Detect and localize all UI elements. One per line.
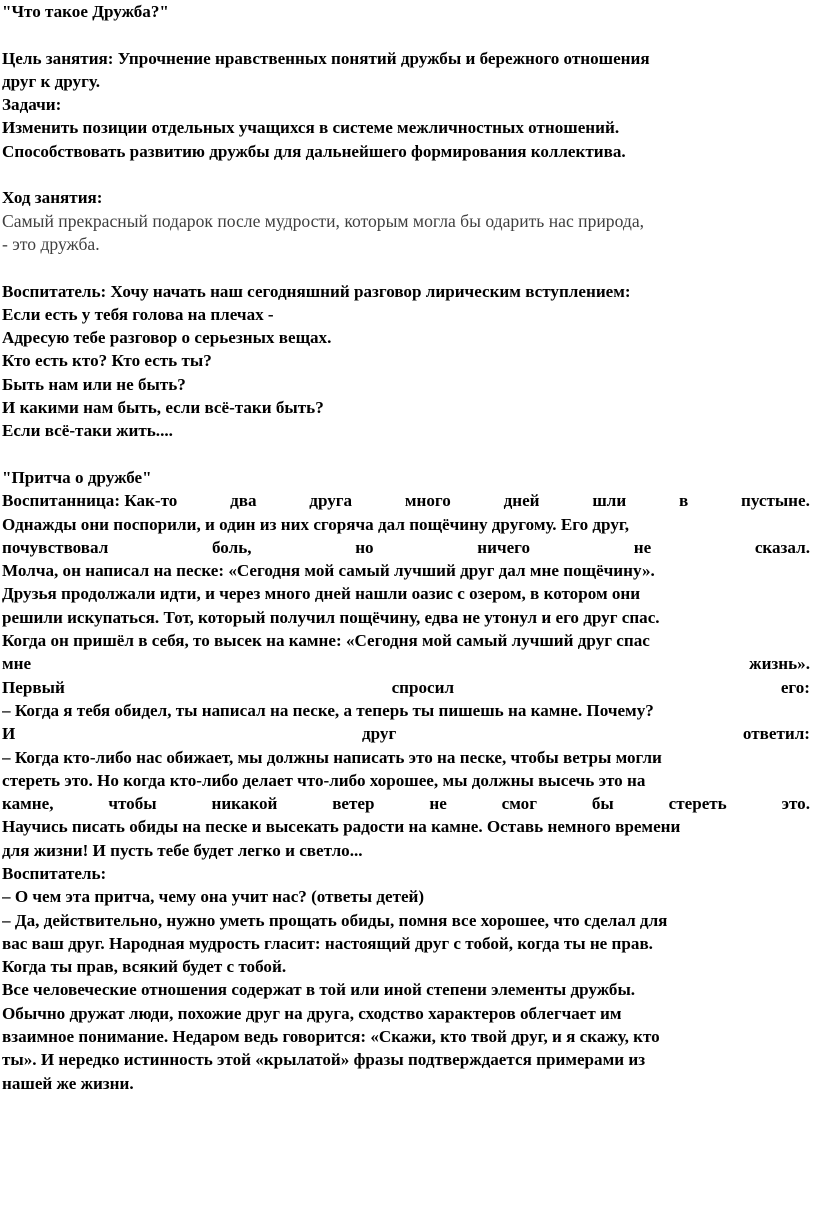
- poem-line: Быть нам или не быть?: [2, 374, 186, 394]
- parable-word: дней: [503, 491, 540, 511]
- parable-word: но: [355, 537, 374, 557]
- parable-word: много: [404, 491, 451, 511]
- parable-word: мне: [2, 654, 32, 674]
- goal-line: [2, 47, 810, 70]
- parable-word: в: [678, 491, 689, 511]
- parable-line: стереть это. Но когда кто-либо делает что-либо хорошее, мы должны высечь это на: [2, 770, 646, 790]
- spacer: [2, 163, 810, 186]
- parable-word: Первый: [2, 677, 65, 697]
- goal-text: Упрочнение нравственных понятий дружбы и бережного отношения: [113, 48, 650, 68]
- parable-word: почувствовал: [2, 537, 109, 557]
- parable-word: шли: [592, 491, 627, 511]
- parable-line: – Когда я тебя обидел, ты написал на песке, а теперь ты пишешь на камне. Почему?: [2, 700, 654, 720]
- parable-word: боль,: [211, 537, 252, 557]
- parable-line: Когда он пришёл в себя, то высек на камне: «Сегодня мой самый лучший друг спас: [2, 631, 650, 651]
- parable-word: бы: [591, 794, 614, 814]
- discussion-line: нашей же жизни.: [2, 1073, 134, 1093]
- parable-line: – Когда кто-либо нас обижает, мы должны написать это на песке, чтобы ветры могли: [2, 747, 662, 767]
- goal-label: Цель занятия:: [2, 48, 114, 68]
- parable-word: пустыне.: [740, 491, 810, 511]
- parable-word: ответил:: [742, 724, 810, 744]
- parable-line: Молча, он написал на песке: «Сегодня мой самый лучший друг дал мне пощёчину».: [2, 561, 655, 581]
- parable-line: [2, 722, 810, 745]
- parable-word: жизнь».: [749, 654, 810, 674]
- parable-word: спросил: [391, 677, 455, 697]
- parable-word: стереть: [668, 794, 727, 814]
- course-intro: Самый прекрасный подарок после мудрости, которым могла бы одарить нас природа,: [2, 210, 645, 231]
- parable-line: Однажды они поспорили, и один из них сгоряча дал пощёчину другому. Его друг,: [2, 514, 629, 534]
- parable-word: друга: [309, 491, 353, 511]
- speaker-label: Воспитатель:: [2, 281, 107, 301]
- parable-word: чтобы: [108, 794, 157, 814]
- discussion-line: – Да, действительно, нужно уметь прощать обиды, помня все хорошее, что сделал для: [2, 910, 668, 930]
- parable-word: смог: [501, 794, 537, 814]
- discussion-line: Обычно дружат люди, похожие друг на друга, сходство характеров облегчает им: [2, 1003, 622, 1023]
- parable-word: камне,: [2, 794, 54, 814]
- parable-word: сказал.: [754, 537, 810, 557]
- poem-line: Кто есть кто? Кто есть ты?: [2, 351, 212, 371]
- parable-word: его:: [780, 677, 810, 697]
- parable-line: [2, 652, 810, 675]
- tasks-label: Задачи:: [2, 95, 62, 115]
- parable-word: не: [429, 794, 447, 814]
- goal-text-continued: друг к другу.: [2, 71, 100, 91]
- parable-line: решили искупаться. Тот, который получил пощёчину, едва не утонул и его друг спас.: [2, 607, 660, 627]
- parable-line: [2, 536, 810, 559]
- parable-word: не: [633, 537, 652, 557]
- parable-word: ветер: [332, 794, 375, 814]
- parable-word: два: [230, 491, 257, 511]
- spacer: [2, 443, 810, 466]
- parable-word: никакой: [211, 794, 278, 814]
- poem-line: Адресую тебе разговор о серьезных вещах.: [2, 328, 332, 348]
- spacer: [2, 23, 810, 46]
- parable-word: это.: [781, 794, 810, 814]
- parable-line: Научись писать обиды на песке и высекать радости на камне. Оставь немного времени: [2, 817, 681, 837]
- discussion-line: – О чем эта притча, чему она учит нас? (ответы детей): [2, 887, 425, 907]
- parable-title: "Притча о дружбе": [2, 467, 152, 487]
- parable-word: [2, 489, 177, 512]
- discussion-line: Когда ты прав, всякий будет с тобой.: [2, 957, 287, 977]
- spacer: [2, 256, 810, 279]
- discussion-line: взаимное понимание. Недаром ведь говорится: «Скажи, кто твой друг, и я скажу, кто: [2, 1027, 660, 1047]
- task-item: Изменить позиции отдельных учащихся в системе межличностных отношений.: [2, 118, 620, 138]
- teacher-intro-text: Хочу начать наш сегодняшний разговор лирическим вступлением:: [106, 281, 631, 301]
- discussion-line: вас ваш друг. Народная мудрость гласит: настоящий друг с тобой, когда ты не прав.: [2, 933, 653, 953]
- document-title: "Что такое Дружба?": [2, 2, 169, 21]
- parable-line-1: [2, 489, 810, 512]
- parable-line: для жизни! И пусть тебе будет легко и светло...: [2, 840, 363, 860]
- parable-word: ничего: [477, 537, 531, 557]
- poem-line: И какими нам быть, если всё-таки быть?: [2, 398, 324, 418]
- poem-line: Если всё-таки жить....: [2, 421, 173, 441]
- course-intro-continued: - это дружба.: [2, 233, 100, 254]
- course-label: Ход занятия:: [2, 188, 103, 208]
- parable-line: [2, 792, 810, 815]
- speaker-label: Воспитатель:: [2, 863, 107, 883]
- parable-line: Друзья продолжали идти, и через много дней нашли оазис с озером, в котором они: [2, 584, 641, 604]
- parable-word: Как-то: [124, 491, 178, 511]
- task-item: Способствовать развитию дружбы для дальнейшего формирования коллектива.: [2, 141, 626, 161]
- teacher-intro-line: [2, 280, 810, 303]
- parable-word: И: [2, 724, 16, 744]
- speaker-label: Воспитанница:: [2, 491, 121, 511]
- parable-line: [2, 676, 810, 699]
- poem-line: Если есть у тебя голова на плечах -: [2, 304, 274, 324]
- parable-word: друг: [361, 724, 397, 744]
- discussion-line: ты». И нередко истинность этой «крылатой» фразы подтверждается примерами из: [2, 1050, 646, 1070]
- discussion-line: Все человеческие отношения содержат в той или иной степени элементы дружбы.: [2, 980, 636, 1000]
